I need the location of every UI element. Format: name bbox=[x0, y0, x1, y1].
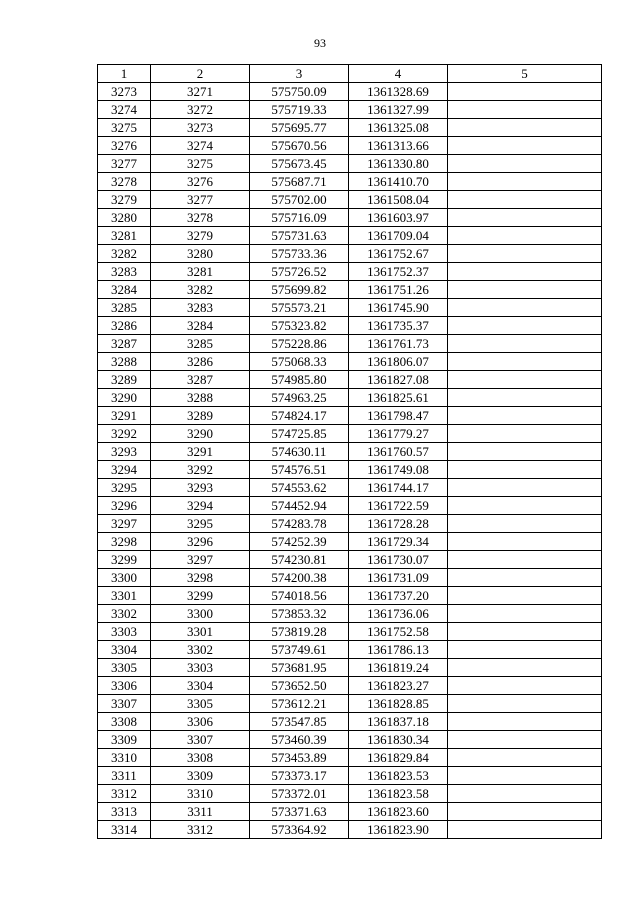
table-row bbox=[98, 263, 602, 281]
table-cell: 573681.95 bbox=[250, 659, 349, 677]
table-cell: 575068.33 bbox=[250, 353, 349, 371]
table-row bbox=[98, 335, 602, 353]
table-cell: 3304 bbox=[151, 677, 250, 695]
table-cell: 3285 bbox=[151, 335, 250, 353]
table-cell bbox=[448, 767, 602, 785]
table-cell: 574824.17 bbox=[250, 407, 349, 425]
table-cell: 574963.25 bbox=[250, 389, 349, 407]
table-cell: 574252.39 bbox=[250, 533, 349, 551]
table-row bbox=[98, 137, 602, 155]
table-cell bbox=[448, 749, 602, 767]
table-cell: 1361823.90 bbox=[349, 821, 448, 839]
table-row bbox=[98, 695, 602, 713]
table-cell bbox=[448, 461, 602, 479]
table-row bbox=[98, 155, 602, 173]
table-cell: 1361837.18 bbox=[349, 713, 448, 731]
table-cell: 3273 bbox=[98, 83, 151, 101]
table-cell: 3303 bbox=[151, 659, 250, 677]
table-cell: 575670.56 bbox=[250, 137, 349, 155]
table-cell: 3306 bbox=[98, 677, 151, 695]
table-cell: 575719.33 bbox=[250, 101, 349, 119]
table-cell bbox=[448, 443, 602, 461]
column-header-4: 4 bbox=[349, 65, 448, 83]
table-cell: 575699.82 bbox=[250, 281, 349, 299]
table-cell: 1361829.84 bbox=[349, 749, 448, 767]
table-row bbox=[98, 821, 602, 839]
table-row bbox=[98, 767, 602, 785]
table-cell bbox=[448, 353, 602, 371]
table-cell: 3307 bbox=[151, 731, 250, 749]
table-cell: 1361786.13 bbox=[349, 641, 448, 659]
table-cell: 573819.28 bbox=[250, 623, 349, 641]
table-cell: 1361508.04 bbox=[349, 191, 448, 209]
table-row bbox=[98, 353, 602, 371]
table-cell: 575573.21 bbox=[250, 299, 349, 317]
table-cell: 3295 bbox=[98, 479, 151, 497]
table-cell: 574630.11 bbox=[250, 443, 349, 461]
table-cell bbox=[448, 317, 602, 335]
table-cell: 3286 bbox=[151, 353, 250, 371]
table-cell: 3274 bbox=[98, 101, 151, 119]
table-row bbox=[98, 515, 602, 533]
table-cell: 3297 bbox=[151, 551, 250, 569]
table-cell: 3302 bbox=[151, 641, 250, 659]
table-row bbox=[98, 713, 602, 731]
table-cell: 1361779.27 bbox=[349, 425, 448, 443]
table-cell: 3277 bbox=[98, 155, 151, 173]
table-cell bbox=[448, 677, 602, 695]
table-cell bbox=[448, 533, 602, 551]
table-row bbox=[98, 443, 602, 461]
table-row bbox=[98, 407, 602, 425]
table-cell bbox=[448, 713, 602, 731]
table-cell: 573612.21 bbox=[250, 695, 349, 713]
table-cell: 3275 bbox=[151, 155, 250, 173]
table-cell: 575695.77 bbox=[250, 119, 349, 137]
column-header-5: 5 bbox=[448, 65, 602, 83]
table-cell: 3309 bbox=[98, 731, 151, 749]
table-cell bbox=[448, 83, 602, 101]
table-cell: 3289 bbox=[98, 371, 151, 389]
table-cell: 3287 bbox=[98, 335, 151, 353]
table-cell: 3294 bbox=[151, 497, 250, 515]
table-cell: 574985.80 bbox=[250, 371, 349, 389]
table-cell: 3298 bbox=[151, 569, 250, 587]
table-cell: 575687.71 bbox=[250, 173, 349, 191]
table-cell: 1361823.27 bbox=[349, 677, 448, 695]
table-cell: 1361752.67 bbox=[349, 245, 448, 263]
table-cell bbox=[448, 119, 602, 137]
table-row bbox=[98, 749, 602, 767]
table-row bbox=[98, 785, 602, 803]
table-cell bbox=[448, 497, 602, 515]
table-cell: 3281 bbox=[98, 227, 151, 245]
table-cell: 3300 bbox=[151, 605, 250, 623]
table-cell: 3291 bbox=[151, 443, 250, 461]
table-cell: 3309 bbox=[151, 767, 250, 785]
table-cell bbox=[448, 695, 602, 713]
table-row bbox=[98, 587, 602, 605]
table-row bbox=[98, 677, 602, 695]
table-cell: 1361760.57 bbox=[349, 443, 448, 461]
table-cell: 3290 bbox=[98, 389, 151, 407]
table-cell bbox=[448, 803, 602, 821]
table-cell: 3298 bbox=[98, 533, 151, 551]
table-cell: 3283 bbox=[98, 263, 151, 281]
column-header-3: 3 bbox=[250, 65, 349, 83]
table-cell: 1361728.28 bbox=[349, 515, 448, 533]
table-cell bbox=[448, 173, 602, 191]
table-cell: 3310 bbox=[98, 749, 151, 767]
table-cell: 574283.78 bbox=[250, 515, 349, 533]
table-cell: 3294 bbox=[98, 461, 151, 479]
table-cell: 1361731.09 bbox=[349, 569, 448, 587]
table-cell bbox=[448, 659, 602, 677]
table-cell: 3297 bbox=[98, 515, 151, 533]
table-cell bbox=[448, 371, 602, 389]
table-cell: 3288 bbox=[151, 389, 250, 407]
table-row bbox=[98, 641, 602, 659]
table-cell: 3273 bbox=[151, 119, 250, 137]
table-cell bbox=[448, 641, 602, 659]
table-row bbox=[98, 479, 602, 497]
table-cell bbox=[448, 209, 602, 227]
table-cell: 3296 bbox=[98, 497, 151, 515]
table-cell: 1361325.08 bbox=[349, 119, 448, 137]
table-cell: 1361313.66 bbox=[349, 137, 448, 155]
table-cell: 3282 bbox=[98, 245, 151, 263]
table-cell: 3299 bbox=[98, 551, 151, 569]
table-cell: 1361745.90 bbox=[349, 299, 448, 317]
table-cell: 3281 bbox=[151, 263, 250, 281]
table-cell: 3305 bbox=[98, 659, 151, 677]
table-cell: 573853.32 bbox=[250, 605, 349, 623]
table-cell: 3304 bbox=[98, 641, 151, 659]
table-cell: 3292 bbox=[151, 461, 250, 479]
table-cell: 1361823.60 bbox=[349, 803, 448, 821]
table-row bbox=[98, 173, 602, 191]
table-cell: 573364.92 bbox=[250, 821, 349, 839]
table-row bbox=[98, 497, 602, 515]
table-row bbox=[98, 83, 602, 101]
table-row bbox=[98, 389, 602, 407]
table-cell: 3310 bbox=[151, 785, 250, 803]
table-cell: 573371.63 bbox=[250, 803, 349, 821]
table-cell: 3291 bbox=[98, 407, 151, 425]
table-cell: 1361830.34 bbox=[349, 731, 448, 749]
table-row bbox=[98, 209, 602, 227]
table-cell: 3299 bbox=[151, 587, 250, 605]
table-cell bbox=[448, 587, 602, 605]
table-cell bbox=[448, 821, 602, 839]
table-cell: 1361751.26 bbox=[349, 281, 448, 299]
table-cell: 1361410.70 bbox=[349, 173, 448, 191]
table-cell: 574576.51 bbox=[250, 461, 349, 479]
table-cell bbox=[448, 425, 602, 443]
table-cell: 573373.17 bbox=[250, 767, 349, 785]
table-cell: 3284 bbox=[98, 281, 151, 299]
table-row bbox=[98, 317, 602, 335]
table-row bbox=[98, 119, 602, 137]
table-cell: 1361330.80 bbox=[349, 155, 448, 173]
table-cell: 1361328.69 bbox=[349, 83, 448, 101]
table-cell: 3289 bbox=[151, 407, 250, 425]
table-cell: 3271 bbox=[151, 83, 250, 101]
table-cell bbox=[448, 191, 602, 209]
table-cell: 3278 bbox=[98, 173, 151, 191]
table-cell: 3302 bbox=[98, 605, 151, 623]
table-cell: 3288 bbox=[98, 353, 151, 371]
table-cell: 3285 bbox=[98, 299, 151, 317]
table-row bbox=[98, 191, 602, 209]
column-header-2: 2 bbox=[151, 65, 250, 83]
table-cell: 1361729.34 bbox=[349, 533, 448, 551]
table-cell: 1361825.61 bbox=[349, 389, 448, 407]
table-row bbox=[98, 605, 602, 623]
table-row bbox=[98, 659, 602, 677]
table-cell: 1361798.47 bbox=[349, 407, 448, 425]
table-cell: 573652.50 bbox=[250, 677, 349, 695]
table-cell: 1361828.85 bbox=[349, 695, 448, 713]
table-cell: 3293 bbox=[151, 479, 250, 497]
table-cell: 1361819.24 bbox=[349, 659, 448, 677]
table-cell bbox=[448, 227, 602, 245]
table-cell: 574452.94 bbox=[250, 497, 349, 515]
table-cell: 575733.36 bbox=[250, 245, 349, 263]
table-cell: 3301 bbox=[98, 587, 151, 605]
table-cell: 573547.85 bbox=[250, 713, 349, 731]
table-cell: 3300 bbox=[98, 569, 151, 587]
table-cell bbox=[448, 389, 602, 407]
table-cell: 3301 bbox=[151, 623, 250, 641]
table-cell: 3312 bbox=[151, 821, 250, 839]
table-cell: 3306 bbox=[151, 713, 250, 731]
table-row bbox=[98, 731, 602, 749]
table-cell: 1361736.06 bbox=[349, 605, 448, 623]
table-cell: 3274 bbox=[151, 137, 250, 155]
table-cell: 3280 bbox=[98, 209, 151, 227]
table-cell: 575228.86 bbox=[250, 335, 349, 353]
table-cell bbox=[448, 155, 602, 173]
table-cell bbox=[448, 515, 602, 533]
table-cell bbox=[448, 551, 602, 569]
coordinates-table bbox=[97, 64, 602, 839]
table-cell: 1361806.07 bbox=[349, 353, 448, 371]
table-cell: 1361761.73 bbox=[349, 335, 448, 353]
table-cell bbox=[448, 299, 602, 317]
table-cell: 3311 bbox=[151, 803, 250, 821]
table-cell: 1361752.37 bbox=[349, 263, 448, 281]
table-cell: 3313 bbox=[98, 803, 151, 821]
table-cell: 3312 bbox=[98, 785, 151, 803]
table-cell: 575673.45 bbox=[250, 155, 349, 173]
table-cell: 1361737.20 bbox=[349, 587, 448, 605]
table-cell: 575702.00 bbox=[250, 191, 349, 209]
table-cell: 575323.82 bbox=[250, 317, 349, 335]
table-cell: 3292 bbox=[98, 425, 151, 443]
page-number: 93 bbox=[314, 36, 326, 50]
table-cell: 3282 bbox=[151, 281, 250, 299]
table-cell: 1361749.08 bbox=[349, 461, 448, 479]
table-cell bbox=[448, 605, 602, 623]
table-cell: 3278 bbox=[151, 209, 250, 227]
table-cell: 3284 bbox=[151, 317, 250, 335]
table-body bbox=[98, 83, 602, 839]
table-cell: 1361752.58 bbox=[349, 623, 448, 641]
table-cell bbox=[448, 263, 602, 281]
table-cell: 1361823.58 bbox=[349, 785, 448, 803]
table-cell: 574230.81 bbox=[250, 551, 349, 569]
table-cell: 3279 bbox=[98, 191, 151, 209]
table-row bbox=[98, 623, 602, 641]
table-cell bbox=[448, 407, 602, 425]
table-cell: 1361735.37 bbox=[349, 317, 448, 335]
table-cell bbox=[448, 569, 602, 587]
table-cell: 3314 bbox=[98, 821, 151, 839]
table-cell: 1361603.97 bbox=[349, 209, 448, 227]
table-cell: 3307 bbox=[98, 695, 151, 713]
table-cell: 3293 bbox=[98, 443, 151, 461]
table-cell: 3283 bbox=[151, 299, 250, 317]
table-cell: 1361827.08 bbox=[349, 371, 448, 389]
table-cell: 3276 bbox=[98, 137, 151, 155]
table-row bbox=[98, 101, 602, 119]
table-header-row bbox=[98, 65, 602, 83]
table-cell bbox=[448, 479, 602, 497]
table-cell: 3277 bbox=[151, 191, 250, 209]
table-cell: 574725.85 bbox=[250, 425, 349, 443]
table-cell bbox=[448, 335, 602, 353]
table-cell bbox=[448, 137, 602, 155]
table-cell bbox=[448, 623, 602, 641]
table-cell: 3286 bbox=[98, 317, 151, 335]
table-row bbox=[98, 281, 602, 299]
table-row bbox=[98, 461, 602, 479]
column-header-1: 1 bbox=[98, 65, 151, 83]
table-cell: 3296 bbox=[151, 533, 250, 551]
table-cell: 1361823.53 bbox=[349, 767, 448, 785]
table-cell bbox=[448, 101, 602, 119]
table-cell: 573372.01 bbox=[250, 785, 349, 803]
table-cell: 575750.09 bbox=[250, 83, 349, 101]
table-cell: 3276 bbox=[151, 173, 250, 191]
table-cell: 575726.52 bbox=[250, 263, 349, 281]
table-cell: 3311 bbox=[98, 767, 151, 785]
table-cell: 3303 bbox=[98, 623, 151, 641]
table-cell: 3305 bbox=[151, 695, 250, 713]
table-cell: 575716.09 bbox=[250, 209, 349, 227]
table-row bbox=[98, 569, 602, 587]
table-cell bbox=[448, 245, 602, 263]
table-row bbox=[98, 227, 602, 245]
table-cell: 3287 bbox=[151, 371, 250, 389]
table-cell: 573460.39 bbox=[250, 731, 349, 749]
table-cell: 3272 bbox=[151, 101, 250, 119]
table-row bbox=[98, 245, 602, 263]
table-cell: 1361709.04 bbox=[349, 227, 448, 245]
table-cell: 3279 bbox=[151, 227, 250, 245]
table-row bbox=[98, 533, 602, 551]
table-cell: 1361744.17 bbox=[349, 479, 448, 497]
table-row bbox=[98, 299, 602, 317]
table-cell: 1361327.99 bbox=[349, 101, 448, 119]
table-cell: 574018.56 bbox=[250, 587, 349, 605]
table-cell: 3308 bbox=[98, 713, 151, 731]
table-row bbox=[98, 803, 602, 821]
table-row bbox=[98, 371, 602, 389]
table-row bbox=[98, 551, 602, 569]
table-cell: 573749.61 bbox=[250, 641, 349, 659]
table-cell bbox=[448, 731, 602, 749]
table-cell: 574553.62 bbox=[250, 479, 349, 497]
table-cell: 3308 bbox=[151, 749, 250, 767]
table-cell: 575731.63 bbox=[250, 227, 349, 245]
table-cell bbox=[448, 785, 602, 803]
table-cell: 574200.38 bbox=[250, 569, 349, 587]
table-row bbox=[98, 425, 602, 443]
table-cell: 3280 bbox=[151, 245, 250, 263]
table-cell: 3290 bbox=[151, 425, 250, 443]
table-cell: 1361722.59 bbox=[349, 497, 448, 515]
table-cell: 3295 bbox=[151, 515, 250, 533]
table-cell: 3275 bbox=[98, 119, 151, 137]
table-cell bbox=[448, 281, 602, 299]
table-cell: 1361730.07 bbox=[349, 551, 448, 569]
table-cell: 573453.89 bbox=[250, 749, 349, 767]
